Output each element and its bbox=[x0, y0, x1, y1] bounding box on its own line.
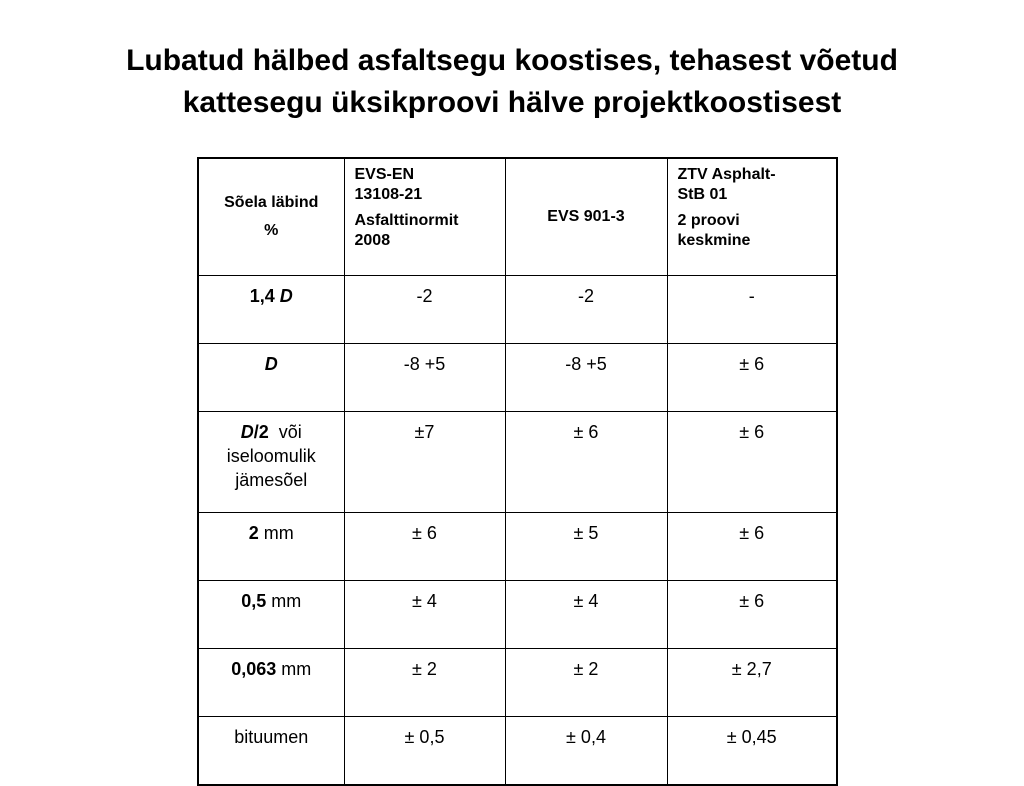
value-evs-en: ± 4 bbox=[344, 581, 505, 649]
value-evs-en: -2 bbox=[344, 276, 505, 344]
title-line-1: Lubatud hälbed asfaltsegu koostises, tehasest võetud bbox=[126, 44, 898, 77]
table-row bbox=[198, 276, 837, 344]
row-label bbox=[198, 344, 344, 412]
title-line-2: kattesegu üksikproovi hälve projektkoostisest bbox=[182, 86, 842, 119]
value-evs-901: ± 4 bbox=[505, 581, 667, 649]
table-row bbox=[198, 344, 837, 412]
value-evs-901: ± 0,4 bbox=[505, 717, 667, 786]
value-evs-en: ± 2 bbox=[344, 649, 505, 717]
row-label-rest: või bbox=[278, 422, 302, 442]
row-label bbox=[198, 276, 344, 344]
row-label-italic: D bbox=[264, 354, 278, 374]
row-label-italic: D bbox=[279, 286, 293, 306]
value-ztv: ± 6 bbox=[667, 412, 837, 513]
row-label-line3: jämesõel bbox=[235, 470, 308, 490]
row-label-line2: iseloomulik bbox=[226, 446, 316, 466]
header-ztv bbox=[667, 158, 837, 276]
value-evs-en: ±7 bbox=[344, 412, 505, 513]
row-label bbox=[198, 412, 344, 513]
row-label-rest: mm bbox=[271, 591, 302, 611]
value-ztv: ± 6 bbox=[667, 344, 837, 412]
header-evs-en-line4: 2008 bbox=[354, 232, 391, 249]
table-row bbox=[198, 412, 837, 513]
table-row bbox=[198, 513, 837, 581]
row-label-bold: 2 bbox=[248, 523, 259, 543]
value-evs-901: -8 +5 bbox=[505, 344, 667, 412]
header-ztv-line3: 2 proovi bbox=[677, 212, 740, 229]
row-label-bold: 1,4 bbox=[249, 286, 275, 306]
row-label-bold: 0,5 bbox=[241, 591, 267, 611]
value-ztv: - bbox=[667, 276, 837, 344]
header-evs-en-line1: EVS-EN bbox=[354, 166, 415, 183]
value-ztv: ± 0,45 bbox=[667, 717, 837, 786]
row-label bbox=[198, 513, 344, 581]
value-evs-en: -8 +5 bbox=[344, 344, 505, 412]
row-label-rest: bituumen bbox=[234, 727, 309, 747]
row-label bbox=[198, 581, 344, 649]
value-ztv: ± 6 bbox=[667, 513, 837, 581]
header-evs-en-line3: Asfalttinormit bbox=[354, 212, 459, 229]
header-evs-901-line1: EVS 901-3 bbox=[547, 208, 625, 225]
header-sieve-line1: Sõela läbind bbox=[224, 194, 319, 211]
row-label-rest: mm bbox=[263, 523, 294, 543]
row-label-bold: /2 bbox=[253, 422, 269, 442]
table-header-row bbox=[198, 158, 837, 276]
header-ztv-line2: StB 01 bbox=[677, 186, 728, 203]
header-sieve-line2: % bbox=[264, 222, 279, 239]
row-label-italic: D bbox=[240, 422, 254, 442]
header-ztv-line4: keskmine bbox=[677, 232, 751, 249]
table-row bbox=[198, 649, 837, 717]
value-ztv: ± 2,7 bbox=[667, 649, 837, 717]
table-row bbox=[198, 717, 837, 786]
deviation-table bbox=[197, 157, 838, 786]
value-evs-en: ± 6 bbox=[344, 513, 505, 581]
row-label-bold: 0,063 bbox=[231, 659, 277, 679]
header-ztv-line1: ZTV Asphalt- bbox=[677, 166, 776, 183]
value-evs-901: ± 6 bbox=[505, 412, 667, 513]
table-row bbox=[198, 581, 837, 649]
header-evs-901 bbox=[505, 158, 667, 276]
header-sieve bbox=[198, 158, 344, 276]
header-evs-en-line2: 13108-21 bbox=[354, 186, 423, 203]
header-evs-en bbox=[344, 158, 505, 276]
value-evs-en: ± 0,5 bbox=[344, 717, 505, 786]
page-title bbox=[0, 40, 1024, 124]
value-evs-901: ± 2 bbox=[505, 649, 667, 717]
value-evs-901: ± 5 bbox=[505, 513, 667, 581]
value-evs-901: -2 bbox=[505, 276, 667, 344]
value-ztv: ± 6 bbox=[667, 581, 837, 649]
row-label bbox=[198, 717, 344, 786]
row-label bbox=[198, 649, 344, 717]
row-label-rest: mm bbox=[281, 659, 312, 679]
